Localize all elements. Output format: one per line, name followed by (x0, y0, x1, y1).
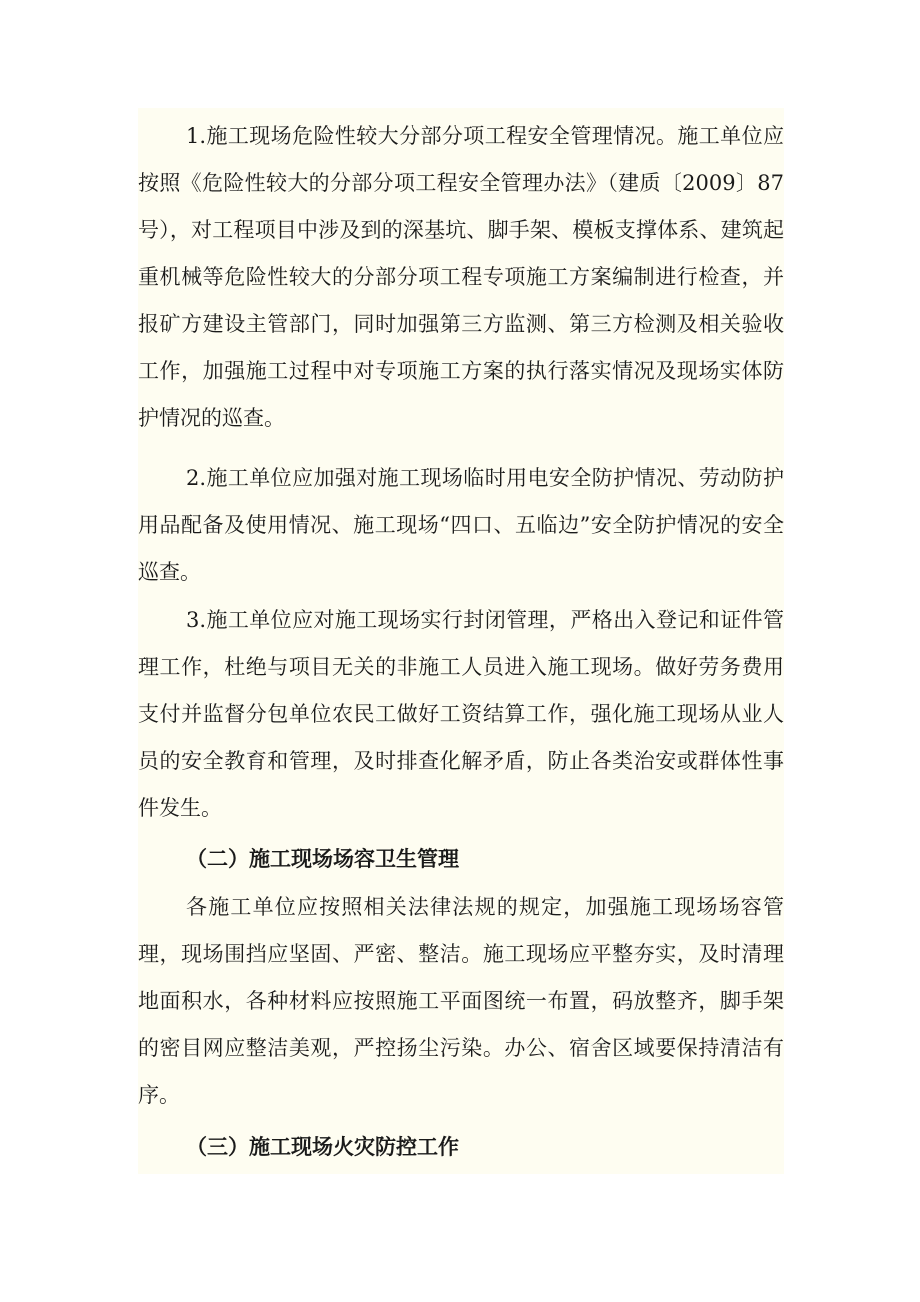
section-heading-2: （二）施工现场场容卫生管理 (186, 846, 459, 871)
section-heading-3: （三）施工现场火灾防控工作 (186, 1134, 459, 1159)
paragraph-4: 各施工单位应按照相关法律法规的规定，加强施工现场场容管理，现场围挡应坚固、严密、整洁。施工现场应平整夯实，及时清理地面积水，各种材料应按照施工平面图统一布置，码放整齐，脚手架的密目网应整洁美观，严控扬尘污染。办公、宿舍区域要保持清洁有序。 (138, 895, 784, 1107)
paragraph-3: 3.施工单位应对施工现场实行封闭管理，严格出入登记和证件管理工作，杜绝与项目无关的非施工人员进入施工现场。做好劳务费用支付并监督分包单位农民工做好工资结算工作，强化施工现场从业人员的安全教育和管理，及时排查化解矛盾，防止各类治安或群体性事件发生。 (138, 608, 784, 820)
document-page (138, 108, 784, 1174)
paragraph-1: 1.施工现场危险性较大分部分项工程安全管理情况。施工单位应按照《危险性较大的分部分项工程安全管理办法》（建质〔2009〕87号），对工程项目中涉及到的深基坑、脚手架、模板支撑体系、建筑起重机械等危险性较大的分部分项工程专项施工方案编制进行检查，并报矿方建设主管部门，同时加强第三方监测、第三方检测及相关验收工作，加强施工过程中对专项施工方案的执行落实情况及现场实体防护情况的巡查。 (138, 124, 784, 430)
paragraph-2: 2.施工单位应加强对施工现场临时用电安全防护情况、劳动防护用品配备及使用情况、施工现场“四口、五临边”安全防护情况的安全巡查。 (138, 466, 784, 584)
